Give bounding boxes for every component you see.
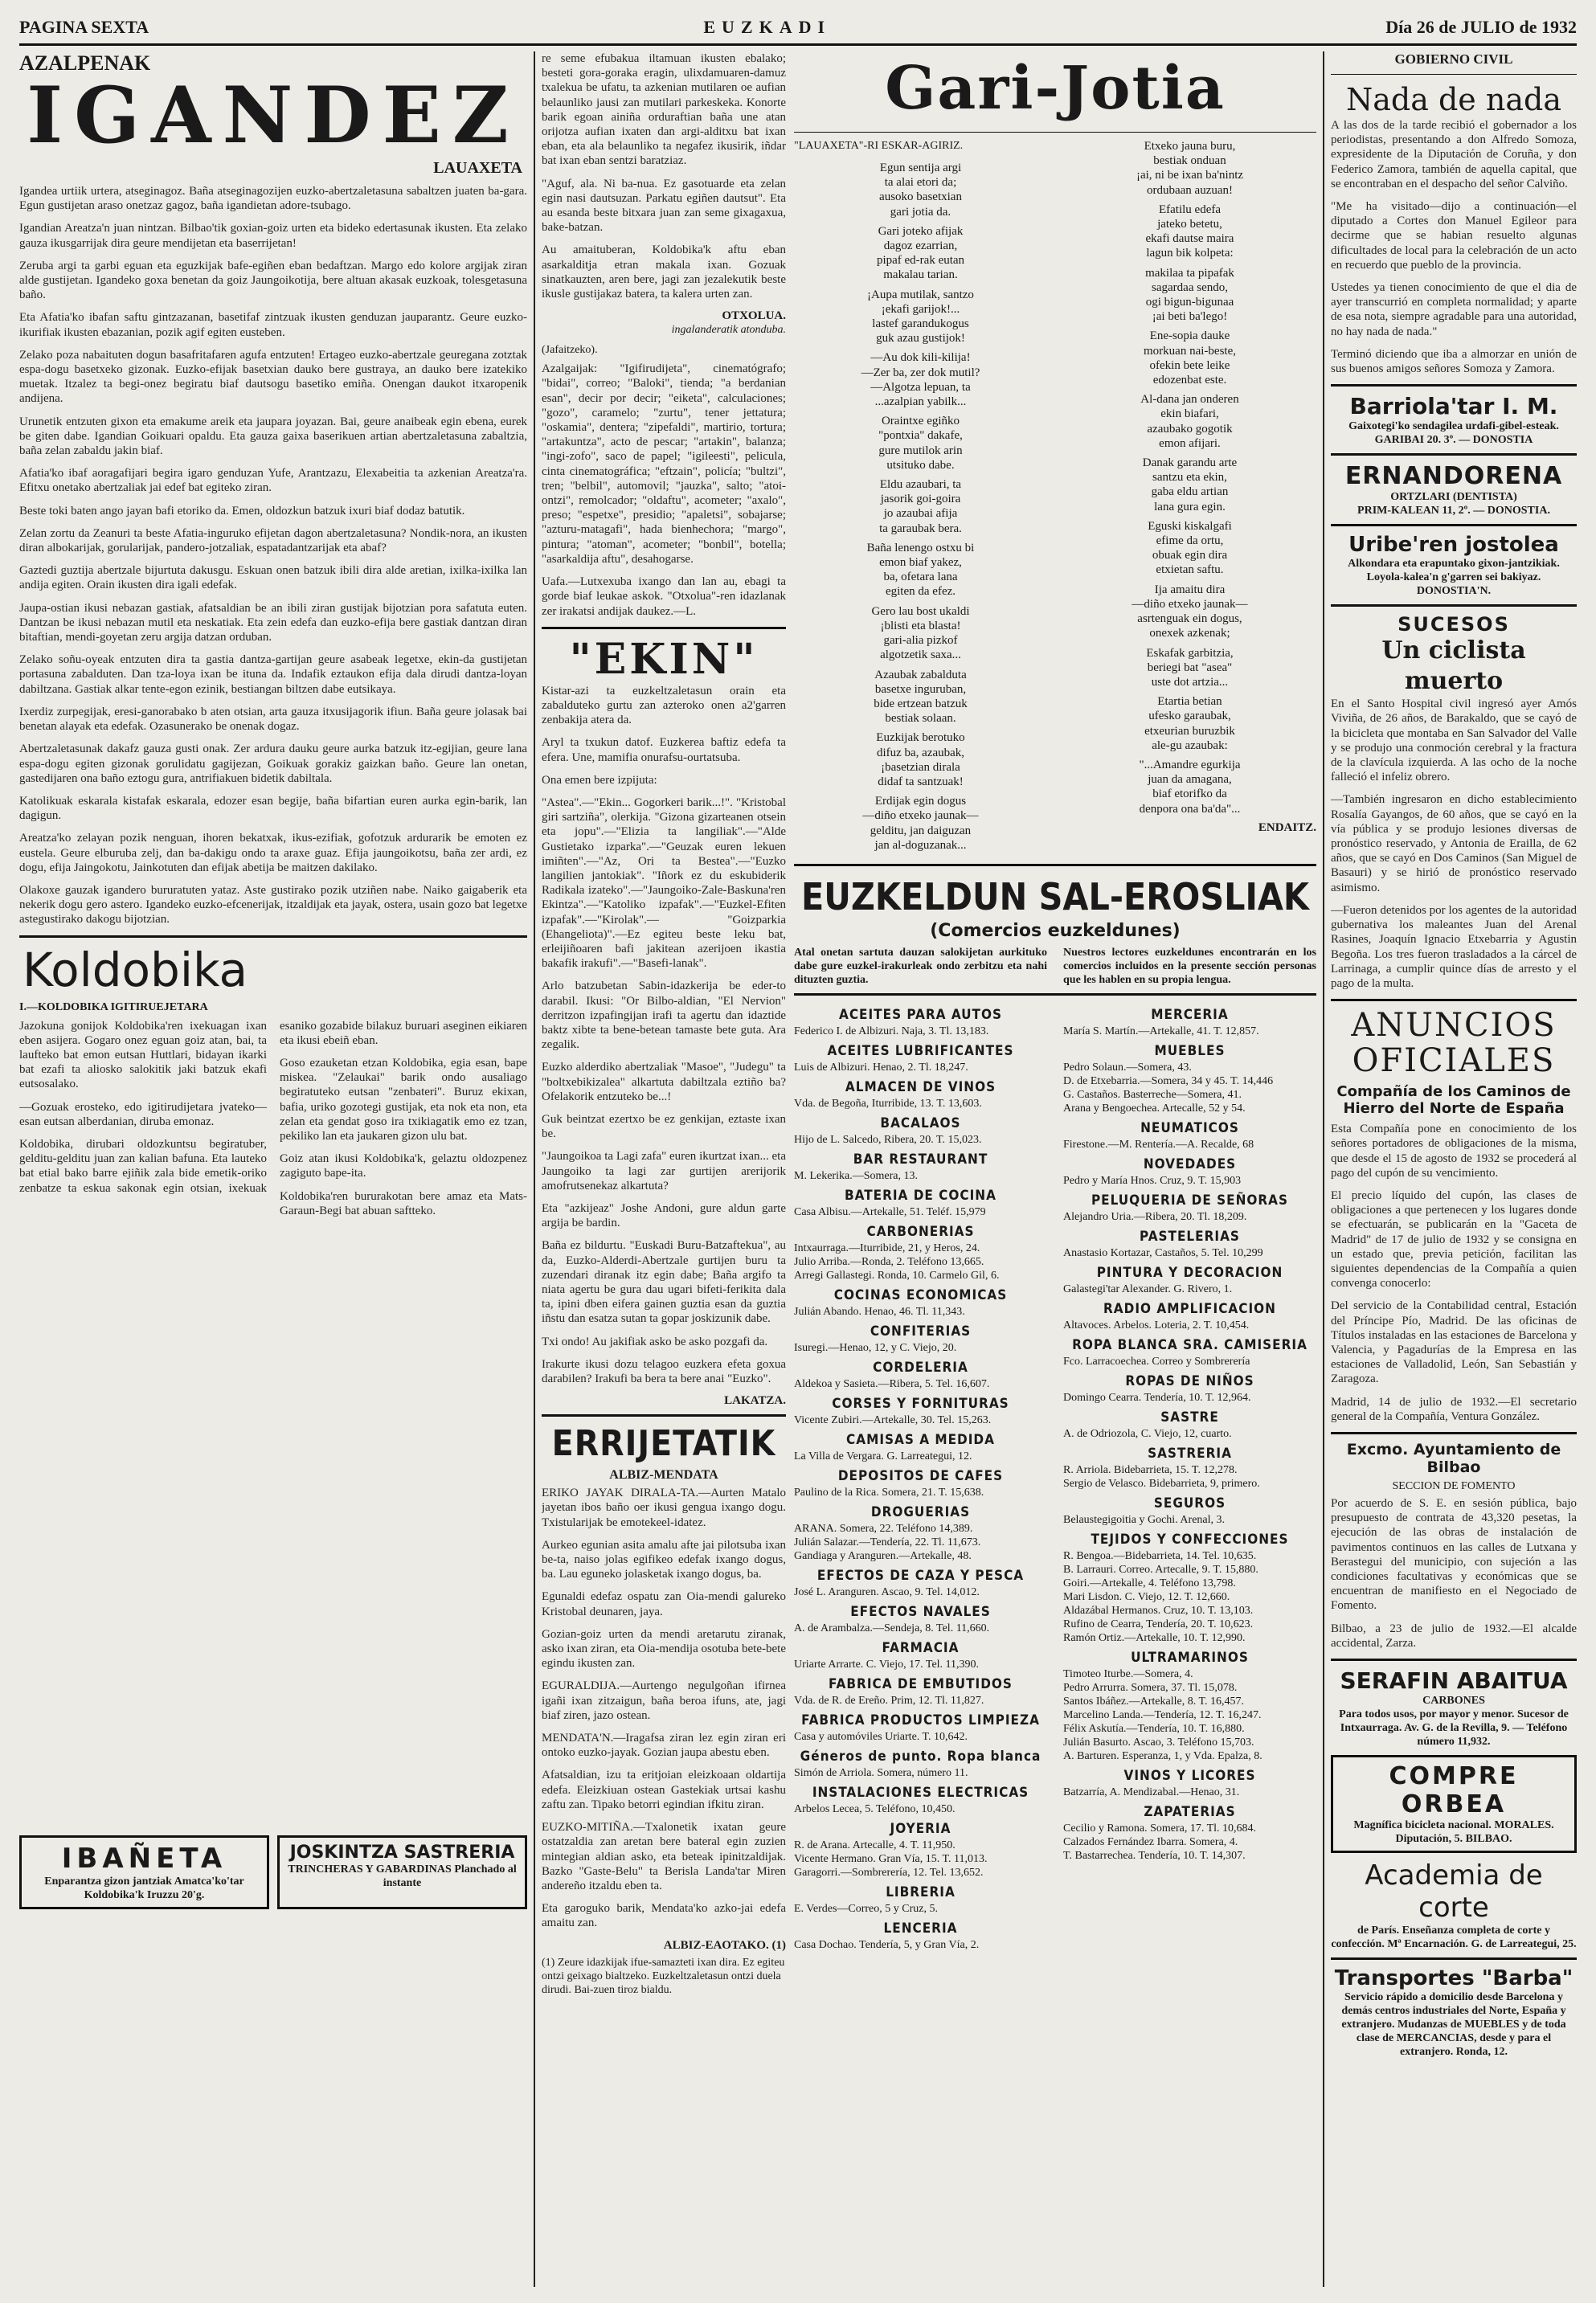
paragraph: Areatza'ko zelayan pozik nenguan, ihoren bekatxak, ikus-ezifiak, gofotzuk ardurarik be emoten ez eustela. Geure elburuba zelj, dan ba-dakigu ondo ta araxe guaz. Efija jaungoikotsu, baña zer ardi, ez dogu, efija Jaingokotu, Jainkotuten dan efijak abetija be maitzen dakilako. [19,832,527,874]
paragraph: Egunaldi edefaz ospatu zan Oia-mendi galureko Kristobal deunaren, jaya. [542,1590,786,1618]
ciclista-body [1331,697,1577,991]
paragraph: re seme efubakua iltamuan ikusten ebalako; besteti gora-goraka eragin, ulixdamuaren-damuz txalekua be ufatu, ta azkenian mutilaren oe aufian belaunliko jausi zan mutilari parkeskeka. Konorte barik egoan ainiña orduraftian baña une atan orijotza aufian ixaten dan argi-alditxu bat ixan eban, eta ala belaunliko ta negafez ikusirik, iñdar bat ixan eban sentzi baratziaz. [542,52,786,168]
koldobika-title: Koldobika [23,942,248,997]
directory-entry: Belaustegigoitia y Gochi. Arenal, 3. [1063,1513,1226,1526]
ad-ernandorena-title: ERNANDORENA [1344,462,1563,491]
page-number: PAGINA SEXTA [19,17,149,37]
directory-category: PINTURA Y DECORACION [1096,1264,1283,1281]
directory-category: EFECTOS NAVALES [850,1603,991,1620]
paragraph: El precio líquido del cupón, las clases de obligaciones a que pertenecen y los lugares donde se efectuarán, se publicarán en la "Gaceta de Madrid" de 17 de julio de 1932 y se consigna en un estado que, previa petición, facilitan las siguientes dependencias de la Compañía a quien convenga conocerlo: [1331,1188,1577,1291]
directory-entry: Julio Arriba.—Ronda, 2. Teléfono 13,665. [794,1255,984,1268]
paragraph: MENDATA'N.—Iragafsa ziran lez egin ziran eri ontoko euzko-jayak. Gozian jaupa abestu eben. [542,1732,786,1760]
directory-category: JOYERIA [890,1820,951,1837]
directory-entry: Intxaurraga.—Iturribide, 21, y Heros, 24. [794,1241,980,1254]
paragraph: —Gozuak erosteko, edo igitirudijetara jvateko—esan eutsan alberdanian, diruba emonaz. [19,1100,267,1128]
directory-category: ROPA BLANCA SRA. CAMISERIA [1072,1336,1307,1353]
paragraph: EGURALDIJA.—Aurtengo negulgoñan ifirnea igañi ixan zitzaigun, baña beroa ifuns, ate, jagi biaf ziren, jazo ostean. [542,1679,786,1722]
directory-entry: Marcelino Landa.—Tendería, 12. T. 16,247. [1063,1708,1262,1721]
directory-entry: Arana y Bengoechea. Artecalle, 52 y 54. [1063,1102,1246,1115]
nada-title: Nada de nada [1346,82,1561,117]
paragraph: Zelako soñu-oyeak entzuten dira ta gastia dantza-gartijan geure asabeak legetxe, ekin-da gustijetan portasuna zabalduten. Dan tza-loya ixan be ituna da. Indafik eztaukon efija dala dirudi dantza-loyan dabiltzana. Gastiak alkar tente-egon ezinik, bestiangan biltzen dabe eutsikaya. [19,653,527,696]
directory-category: PASTELERIAS [1140,1228,1240,1245]
directory-entry: Cecilio y Ramona. Somera, 17. Tl. 10,684. [1063,1822,1257,1835]
poem-stanza: "...Amandre egurkija juan da amagana, biaf etorifko da denpora ona ba'da"... [1139,758,1241,816]
paragraph: Jazokuna gonijok Koldobika'ren ixekuagan ixan eben asijera. Gogaro onez eguan goiz atan, bai, ta laufteko bat emon eutsan Huttlari, bidayan ikarki bat ezafi ta aliosko salokitik jaki batzuk ekafi eutsosalako. [19,1019,267,1091]
otxolua-body [542,51,786,301]
paragraph: Urunetik entzuten gixon eta emakume areik eta jaupara joyazan. Bai, geure anaibeak egin ebena, eurek be giten dabe. Igandian Goikuari opaldu. Eta gauza gaixa baserikuen artian abertzaletasuna zabaltzia, baña zelan zabaldu jakin biaf. [19,415,527,458]
paper-name: EUZKADI [703,17,832,37]
paragraph: Por acuerdo de S. E. en sesión pública, bajo presupuesto de contrata de 43,320 pesetas, la ejecución de las obras de instalación de pavimentos continuos en las calles de Lutxana y Berastegui del municipio, con sujeción a las condiciones facultativas y económicas que se encuentran de manifiesto en el Negociado de Fomento. [1331,1496,1577,1613]
headline-igandez: IGANDEZ [27,70,520,161]
paragraph: Goiz atan ikusi Koldobika'k, gelaztu oldozpenez zagiguto bape-ita. [280,1152,527,1180]
paragraph: Afatsaldian, izu ta eritjoian eleizkoaan oldartija edefa. Eleizkiuan ostean Gastekiak urtsai kashu zaftu zan. Tipako betorri egindian ifkitu ziran. [542,1769,786,1811]
ad-barba-title: Transportes "Barba" [1334,1966,1573,1990]
directory-category: DEPOSITOS DE CAFES [837,1467,1004,1484]
footnote: (1) Zeure idazkijak ifue-samazteti ixan dira. Ez egiteu ontzi geixago bialtzeko. Euzkeltzaletasun ontzi duela dirudi. Bai-zuen tiroz bialdu. [542,1956,785,1996]
paragraph: Azalgaijak: "Igifirudijeta", cinematógrafo; "bidai", correo; "Baloki", tienda; "a berdanian esan", decir por decir; "eiketa", calculaciones; "gozo", caramelo; "zurtu", tener jettatura; "oskamia", dentera; "zipefaldi", martirio, tortura; "artakuntza", acto de pescar; "artakin", balanza; "ingi-zofo", saco de papel; "igileesti", pelicula, cinta cinematográfica; "eftzain", policía; "bultzi", tren; "belbil", automovil; "jauzka", salto; "atoi-ontzi", remolcador; "oldaftu", acometer; "axalo", preso; "espetxe", presidio; "apaletsi", sobajarse; "azturu-matagafi", hada bienhechora; "margo", pintura; "atoman", acometer; "bonbil", botella; "asarkaldija aftu", desahogarse. [542,362,786,566]
directory-entry: Casa Albisu.—Artekalle, 51. Teléf. 15,979 [794,1205,986,1218]
intro-castellano: Nuestros lectores euzkeldunes encontrarán en los comercios incluidos en la presente sección personas que les hablen en su propia lengua. [1063,946,1316,986]
paragraph: Katolikuak eskarala kistafak eskarala, edozer esan begije, baña bifartian euren aurka egin-barik, lan dagigun. [19,794,527,823]
ciclista-title: Un ciclista muerto [1381,636,1526,696]
directory-category: EFECTOS DE CAZA Y PESCA [816,1567,1025,1584]
poem-stanza: Oraintxe egiñko "pontxia" dakafe, gure mutilok arin utsituko dabe. [878,415,963,472]
paragraph: Esta Compañía pone en conocimiento de los señores portadores de obligaciones de la misma, que desde el 15 de agosto de 1932 se procederá al pago del cupón de su vencimiento. [1331,1123,1577,1180]
ad-orbea-title: COMPRE ORBEA [1389,1762,1519,1818]
divider [1331,524,1577,526]
ad-ernandorena-text: ORTZLARI (DENTISTA) PRIM-KALEAN 11, 2º. — DONOSTIA. [1357,491,1550,517]
directory-category: LENCERIA [883,1920,958,1937]
directory-category: ALMACEN DE VINOS [845,1078,996,1095]
directory-category: LIBRERIA [886,1884,956,1900]
poem-stanza: Ene-sopia dauke morkuan nai-beste, ofekin bete leike edozenbat este. [1144,329,1236,387]
directory-category: MERCERIA [1151,1006,1229,1023]
column-two [542,51,786,2287]
divider [19,935,527,938]
directory-category: BAR RESTAURANT [853,1151,988,1168]
directory-entry: Félix Askutía.—Tendería, 10. T. 16,880. [1063,1722,1245,1735]
directory-entry: Gandiaga y Aranguren.—Artekalle, 48. [794,1549,972,1562]
paragraph: Del servicio de la Contabilidad central, Estación del Príncipe Pío, Madrid. De las oficinas de Títulos instaladas en las estaciones de Barcelona y Valencia, y Pagadurías de la Empresa en las estaciones de Valladolid, León, San Sebastián y Zaragoza. [1331,1299,1577,1386]
directory-category: ZAPATERIAS [1144,1803,1236,1820]
directory-entry: Anastasio Kortazar, Castaños, 5. Tel. 10,299 [1063,1246,1263,1259]
paragraph: Jaupa-ostian ikusi nebazan gastiak, afatsaldian be an ibili ziran gustijak bijotzian pora safatuta euten. Dantzan be ikusi nebazan mutil eta neskatiak. Eta zein edefa dan euzko-efija bere gastiak dantzan diran bitaftian, mendi-goyetan zeru argija datzan orduban. [19,601,527,644]
directory-entry: María S. Martín.—Artekalle, 41. T. 12,857. [1063,1025,1259,1037]
directory-listing [794,1002,1316,1952]
gobierno-civil-label: GOBIERNO CIVIL [1394,51,1513,67]
directory-category: DROGUERIAS [870,1503,971,1520]
paragraph: Arlo batzubetan Sabin-idazkerija be eder-to darabil. Ikusi: "Or Bilbo-aldian, "El Nervion" derritzon izpafingijan irafi ta agertu dan idaztide baktz xibte ta bene-betean tamaste bete guta. Ara zegalik. [542,980,786,1052]
directory-entry: Fco. Larracoechea. Correo y Sombrerería [1063,1355,1250,1368]
paragraph: Baña ez bildurtu. "Euskadi Buru-Batzaftekua", au da, Euzko-Alderdi-Abertzale gurtijen buru ta zuzendari diranak itz egin dabe; Baña argifo ta niata agertu be gura dau ugari bifeti-ferikita dala ta, ipini dben eifera gainen guztia esan da guztia iñstu dan esatza sutan ta gopar joskizunik dabe. [542,1239,786,1326]
directory-entry: Vicente Zubiri.—Artekalle, 30. Tel. 15,263. [794,1413,992,1426]
directory-entry: Luis de Albizuri. Henao, 2. Tl. 18,247. [794,1061,968,1074]
directory-entry: Ramón Ortiz.—Artekalle, 10. T. 12,990. [1063,1631,1246,1644]
directory-entry: Alejandro Uria.—Ribera, 20. Tl. 18,209. [1063,1210,1247,1223]
directory-entry: R. Bengoa.—Bidebarrieta, 14. Tel. 10,635. [1063,1549,1257,1562]
directory-category: ULTRAMARINOS [1131,1649,1249,1666]
directory-entry: Simón de Arriola. Somera, número 11. [794,1766,968,1779]
intro-euskera: Atal onetan sartuta dauzan salokijetan aurkituko dabe gure euzkel-irakurleak ondo zerbitzu eta nahi dituzten guztia. [794,946,1047,986]
paragraph: Guk beintzat ezertxo be ez genkijan, eztaste ixan be. [542,1112,786,1141]
issue-date: Día 26 de JULIO de 1932 [1385,17,1577,37]
koldobika-body [19,1019,527,1822]
ekin-body [542,684,786,1387]
poem-stanza: Etxeko jauna buru, bestiak onduan ¡ai, ni be ixan ba'nintz ordubaan auzuan! [1136,140,1244,197]
paragraph: "Jaungoikoa ta Lagi zafa" euren ikurtzat ixan... eta Jaungoiko ta lagi zar gurtijen arerijorik amofrutsenekaz alkartuta? [542,1150,786,1192]
poem-dedication: "LAUAXETA"-RI ESKAR-AGIRIZ. [794,140,964,152]
directory-entry: Vda. de R. de Ereño. Prim, 12. Tl. 11,827. [794,1694,984,1707]
ad-joskintza-title: JOSKINTZA SASTRERIA [289,1842,515,1863]
directory-entry: Pedro Arrurra. Somera, 37. Tl. 15,078. [1063,1681,1238,1694]
directory-entry: B. Larrauri. Correo. Artecalle, 9. T. 15,880. [1063,1563,1258,1576]
directory-entry: A. Barturen. Esperanza, 1, y Vda. Epalza, 8. [1063,1749,1262,1762]
directory-entry: Vda. de Begoña, Iturribide, 13. T. 13,603. [794,1097,982,1110]
paragraph: Afatia'ko ibaf aoragafijari begira igaro genduzan Yufe, Arantzazu, Elexabeitia ta azkenian Areatza'ra. Efitxu onetako abertzaliak jai edef bat egiteko ziran. [19,467,527,495]
lakatza-signature: LAKATZA. [724,1394,786,1408]
directory-entry: Batzarría, A. Mendizabal.—Henao, 31. [1063,1786,1240,1798]
directory-category: SEGUROS [1153,1495,1226,1511]
directory-category: Géneros de punto. Ropa blanca [800,1748,1041,1765]
paragraph: Zeruba argi ta garbi eguan eta eguzkijak bafe-egiñen eban bedaftzan. Margo edo kolore argijak ziran alde gustijetan. Igandeko goxa benetan da goiz Jaungoikotija, bere altuan akasak euzkoak, tolesgetasuna baño. [19,259,527,302]
directory-category: ACEITES LUBRIFICANTES [827,1042,1014,1059]
paragraph: Aryl ta txukun datof. Euzkerea baftiz edefa ta efera. Une, mamifia onurafsu-ourtatsuba. [542,736,786,764]
directory-entry: Hijo de L. Salcedo, Ribera, 20. T. 15,023. [794,1133,982,1146]
paragraph: Zelan zortu da Zeanuri ta beste Afatia-inguruko efijetan dagon abertzaletasuna? Nondik-nora, an ikusten diran albokarijak, gorularijak, pandero-jotzaliak, espatadantzarijak eta abaf? [19,526,527,555]
directory-entry: Aldazábal Hermanos. Cruz, 10. T. 13,103. [1063,1604,1254,1617]
directory-entry: La Villa de Vergara. G. Larreategui, 12. [794,1450,972,1462]
directory-entry: Pedro y María Hnos. Cruz, 9. T. 15,903 [1063,1174,1242,1187]
paragraph: Abertzaletasunak dakafz gauza gusti onak. Zer ardura dauku geure aurka batzuk itz-egijian, geure lana espa-dogu egiten gizonak gorulidatu gagijezan, Goikuak gorakiz gaizkan baño. Geure lan onetan, gastedijaren ona baño eztogu gura, antrifiakuen bidetik dabiltala. [19,742,527,785]
directory-category: TEJIDOS Y CONFECCIONES [1091,1531,1289,1548]
divider [1331,1659,1577,1661]
directory-category: MUEBLES [1154,1042,1226,1059]
paragraph: Euzko alderdiko abertzaliak "Masoe", "Judegu" ta "boltxebikizalea" alkartuta dabiltzala eztiño ba? Ofelakorik entzuteko be...! [542,1061,786,1103]
errijetatik-body [542,1486,786,1930]
nada-body [1331,118,1577,376]
column-rule [534,51,535,2287]
divider [1331,1957,1577,1960]
ad-serafin-text: CARBONES Para todos usos, por mayor y menor. Sucesor de Intxaurraga. Av. G. de la Revilla, 9. — Teléfono número 11,932. [1339,1695,1569,1748]
ad-ibaneta-text: Enparantza gizon jantziak Amatca'ko'tar Koldobika'k Iruzzu 20'g. [44,1875,244,1901]
compania-title: Compañía de los Caminos de Hierro del Norte de España [1336,1083,1571,1118]
koldobika-subtitle: I.—KOLDOBIKA IGITIRUEJETARA [19,1000,208,1013]
paragraph: Gaztedi guztija abertzale bijurtuta dakusgu. Eskuan onen batzuk ibili dira alde aretian, ixilka-ixilka lan andija egiten. Orain ikusten dira igali edefak. [19,564,527,592]
directory-entry: Timoteo Iturbe.—Somera, 4. [1063,1667,1193,1680]
article-body [19,184,527,927]
paragraph: ERIKO JAYAK DIRALA-TA.—Aurten Matalo jayetan ibos baño oer ikusi gengua ixango dogu. Txistularijak be emotekeel-idatez. [542,1487,786,1529]
ad-academia-title: Academia de corte [1365,1859,1543,1924]
directory-category: RADIO AMPLIFICACION [1103,1300,1276,1317]
directory-category: SASTRE [1160,1409,1219,1426]
errijetatik-title: ERRIJETATIK [551,1423,776,1465]
fomento-body [1331,1496,1577,1651]
footnote-marker: (Jafaitzeko). [542,344,598,357]
poem-right [1063,139,1316,857]
paragraph: —Fueron detenidos por los agentes de la autoridad gubernativa los maleantes Juan del Arenal Rasines, Joaquín Ignacio Etxebarria y Agustin Begoña. Los tres fueron trasladados a la cárcel de Larrinaga, a cumplir quince días de arresto y el pago de la multa. [1331,903,1577,990]
otxolua-note: ingalanderatik atonduba. [671,324,786,337]
directory-entry: Calzados Fernández Ibarra. Somera, 4. [1063,1835,1238,1848]
directory-category: FABRICA PRODUCTOS LIMPIEZA [801,1712,1040,1728]
directory-banner: EUZKELDUN SAL-EROSLIAK [801,874,1309,918]
paragraph: Olakoxe gauzak igandero bururatuten yataz. Aste gustirako pozik utziñen nabe. Naiko gaigaberik eta nekerik dogu gero astero. Igandeko euzko-efcenerijak, itzaldijak eta jayak, ostera, usain gozo bat legetxe astegustirako dakogu bijotzian. [19,883,527,927]
directory-entry: R. Arriola. Bidebarrieta, 15. T. 12,278. [1063,1463,1238,1476]
directory-entry: Paulino de la Rica. Somera, 21. T. 15,638. [794,1486,984,1499]
paragraph: "Aguf, ala. Ni ba-nua. Ez gasotuarde eta zelan egin nasi dautsuzan. Parkatu egiñen dautsut". Eta au esanda beste bitxara juan zan seme gixagaxua, bake-batzan. [542,177,786,235]
directory-entry: Casa y automóviles Uriarte. T. 10,642. [794,1730,968,1743]
divider [1331,74,1577,75]
ad-joskintza-text: TRINCHERAS Y GABARDINAS Planchado al instante [288,1863,517,1889]
poem-left [794,139,1047,857]
directory-entry: Pedro Solaun.—Somera, 43. [1063,1061,1192,1074]
poem-stanza: Efatilu edefa jateko betetu, ekafi dautse maira lagun bik kolpeta: [1145,202,1234,260]
column-rule [1323,51,1324,2287]
column-four [1331,51,1577,2287]
directory-category: BACALAOS [880,1115,961,1131]
ad-uribe-title: Uribe'ren jostolea [1348,533,1559,558]
ad-joskintza [277,1835,527,1909]
paragraph: Eta "azkijeaz" Joshe Andoni, gure aldun garte argija be bardin. [542,1202,786,1230]
directory-entry: T. Bastarrechea. Tendería, 10. T. 14,307. [1063,1849,1246,1862]
directory-category: CARBONERIAS [866,1223,975,1240]
paragraph: Irakurte ikusi dozu telagoo euzkera efeta goxua darabilen? Irakufi ba bera ta bere anai "Euzko". [542,1357,786,1386]
paragraph: Terminó diciendo que iba a almorzar en unión de sus buenos amigos señores Somoza y Zamora. [1331,347,1577,376]
ekin-title: "EKIN" [569,634,759,684]
directory-category: PELUQUERIA DE SEÑORAS [1091,1192,1289,1209]
albiz-signature: ALBIZ-EAOTAKO. (1) [663,1938,786,1952]
directory-entry: ARANA. Somera, 22. Teléfono 14,389. [794,1522,973,1535]
directory-category: CONFITERIAS [870,1323,972,1340]
directory-entry: A. de Odriozola, C. Viejo, 12, cuarto. [1063,1427,1232,1440]
directory-category: ACEITES PARA AUTOS [838,1006,1003,1023]
section-label: AZALPENAK [19,51,151,75]
column-azalpenak [19,51,527,2287]
compania-body [1331,1122,1577,1424]
paragraph: "Astea".—"Ekin... Gogorkeri barik...!". "Kristobal giri sartziña", olerkija. "Gizona gizarteanen otsein eta jopu".—"Elizia ta langiliak".—"Alde Gustietako izparka".—"Geuzak euren lekuen imiñten".—"Az, Ori ta Bestea".—"Euzko langilien jantokiak". "Iñork ez du eskubiderik Radikala izateko".—"Jaungoiko-Zale-Baskuna'ren Ekintza".—"Katoliko izpafak".—"Euzkel-Efiten izpafak".—"Kirolak".— "Goizparkia (Ehangeliota)".—Ez egiteu beste leku bat, erleijiñoaren bafi jakitean azerijoen ikastia bakafik irakufi".—"Basefi-lanak". [542,796,786,971]
divider [1331,384,1577,387]
gari-jotia-title: Gari-Jotia [885,54,1226,123]
directory-entry: Sergio de Velasco. Bidebarrieta, 9, primero. [1063,1477,1260,1490]
directory-entry: Rufino de Cearra, Tendería, 20. T. 10,623. [1063,1618,1254,1630]
paragraph: Goso ezauketan etzan Koldobika, egia esan, bape miskea. "Zelaukai" barik ondo ausaliago begiratuteko eutsan "zenbateri". Buruz ekixan, bafia, uriko gozotegi gustijak, eta nok eta non, eta zelan eta gendat goso ira txikiagatik emo ez tzan, pekiliko lan eta jaukaren gizon ulu bat. [280,1056,527,1143]
directory-entry: Altavoces. Arbelos. Loteria, 2. T. 10,454. [1063,1319,1250,1331]
poem-stanza: Baña lenengo ostxu bi emon biaf yakez, ba, ofetara lana egiten da efez. [866,541,975,599]
poem-stanza: —Au dok kili-kilija! —Zer ba, zer dok mutil? —Algotza lepuan, ta ...azalpian yabilk... [861,351,980,409]
divider [1331,453,1577,456]
directory-entry: D. de Etxebarria.—Somera, 34 y 45. T. 14,446 [1063,1074,1274,1087]
directory-entry: M. Lekerika.—Somera, 13. [794,1169,918,1182]
directory-entry: Vicente Hermano. Gran Vía, 15. T. 11,013. [794,1852,988,1865]
byline: LAUAXETA [433,159,522,177]
errijetatik-subtitle: ALBIZ-MENDATA [609,1468,718,1483]
directory-entry: Mari Lisdon. C. Viejo, 12. T. 12,660. [1063,1590,1230,1603]
ad-barriola-title: Barriola'tar I. M. [1349,393,1558,420]
directory-category: NOVEDADES [1143,1156,1237,1172]
directory-category: VINOS Y LICORES [1123,1767,1256,1784]
paragraph: A las dos de la tarde recibió el gobernador a los periodistas, presentando a don Alfredo Somoza, expresidente de la Diputación de Coruña, y don Federico Zamora, también de aquella capital, que se encontraban en el despacho del señor Calviño. [1331,119,1577,190]
poem-stanza: Eguski kiskalgafi efime da ortu, obuak egin dira etxietan saftu. [1148,519,1232,577]
paragraph: Igandian Areatza'n juan nintzan. Bilbao'tik goxian-goiz urten eta bideko edertasunak ikusten. Eta zelako gauza ikusgarrijak dira geure mendijetan eta baserrijetan! [19,222,527,250]
directory-category: SASTRERIA [1148,1445,1232,1462]
paragraph: En el Santo Hospital civil ingresó ayer Amós Viviña, de 26 años, de Barakaldo, que se cayó de la bicicleta que montaba en San Salvador del Valle y se produjo una conmoción cerebral y la fractura de la clavícula izquierda. A las ocho de la noche falleció el infeliz obrero. [1331,697,1577,784]
page-header [19,11,1577,46]
directory-entry: A. de Arambalza.—Sendeja, 8. Tel. 11,660. [794,1622,990,1634]
poem-stanza: Gari joteko afijak dagoz ezarrian, pipaf ed-rak eutan makalau tarian. [876,224,965,282]
poem [794,139,1316,857]
directory-entry: Julián Salazar.—Tendería, 22. Tl. 11,673. [794,1536,981,1548]
glossary [542,362,786,618]
sucesos-label: SUCESOS [1398,613,1510,636]
ayuntamiento-title: Excmo. Ayuntamiento de Bilbao [1346,1440,1561,1476]
paragraph: Aurkeo egunian asita amalu afte jai pilotsuba ixan be-ta, naiso jolas egifikeo edefak ixango dogus, ba. Lau eguneko jolasketak ixango dogus, ba. [542,1538,786,1581]
paragraph: Uafa.—Lutxexuba ixango dan lan au, ebagi ta gorde biaf leukae askok. "Otxolua"-ren idazlanak zer irakatsi andijak daukez.—L. [542,575,786,618]
poem-stanza: Eldu azaubari, ta jasorik goi-goira jo azaubai afija ta garaubak bera. [879,478,962,535]
divider [794,132,1316,133]
directory-category: CAMISAS A MEDIDA [846,1431,995,1448]
ad-ibaneta [19,1835,269,1909]
directory-entry: Firestone.—M. Rentería.—A. Recalde, 68 [1063,1138,1254,1151]
otxolua-signature: OTXOLUA. [722,309,786,323]
directory-entry: Julián Abando. Henao, 46. Tl. 11,343. [794,1305,965,1318]
paragraph: Beste toki baten ango jayan bafi etoriko da. Emen, oldozkun batzuk ixuri biaf dodaz batutik. [19,504,465,517]
anuncios-oficiales-title: ANUNCIOS OFICIALES [1351,1007,1557,1080]
directory-entry: Garagorri.—Sombrerería, 12. Tel. 13,652. [794,1866,984,1879]
endaitz-signature: ENDAITZ. [1258,820,1316,834]
directory-category: BATERIA DE COCINA [845,1187,996,1204]
directory-category: CORSES Y FORNITURAS [832,1395,1009,1412]
poem-stanza: Eskafak garbitzia, beriegi bat "asea" uste dot artzia... [1146,646,1234,689]
directory-entry: Federico I. de Albizuri. Naja, 3. Tl. 13,183. [794,1025,989,1037]
paragraph: Bilbao, a 23 de julio de 1932.—El alcalde accidental, Zarza. [1331,1622,1577,1650]
paragraph: EUZKO-MITIÑA.—Txalonetik ixatan geure ostatzaldia zan aretan bere bateral egin zuzien mintegian aldian asko, eta beteak ipinitzaldijak. Bazko "Gaste-Belu" ta Berisla Landa'tar Miren andereño itzaldu eben ta. [542,1821,786,1892]
directory-entry: E. Verdes—Correo, 5 y Cruz, 5. [794,1902,938,1915]
column-gari-jotia [794,51,1316,2287]
directory-category: ROPAS DE NIÑOS [1125,1372,1254,1389]
ad-barba-text: Servicio rápido a domicilio desde Barcelona y demás centros industriales del Norte, España y extranjero. Mudanzas de MUEBLES y de toda clase de MERCANCIAS, desde y para el extranjero. Ronda, 12. [1341,1991,1566,2058]
directory-entry: Uriarte Arrarte. C. Viejo, 17. Tel. 11,390. [794,1658,980,1671]
directory-entry: José L. Aranguren. Ascao, 9. Tel. 14,012. [794,1585,980,1598]
paragraph: "Me ha visitado—dijo a continuación—el diputado a Cortes don Manuel Egileor para decirme que se habian resuelto algunas dificultades de local para la celebración de un acto en recuerdo que pueblo de la provincia. [1331,200,1577,272]
directory-entry: G. Castaños. Basterreche—Somera, 41. [1063,1088,1242,1101]
ad-orbea-text: Magnífica bicicleta nacional. MORALES. Diputación, 5. BILBAO. [1353,1819,1554,1845]
directory-category: NEUMATICOS [1140,1119,1239,1136]
directory-entry: Domingo Cearra. Tendería, 10. T. 12,964. [1063,1391,1251,1404]
directory-entry: R. de Arana. Artecalle, 4. T. 11,950. [794,1839,956,1851]
ad-uribe-text: Alkondara eta erapuntako gixon-jantzikiak. Loyola-kalea'n g'garren sei bakiyaz. DONOSTIA'N. [1348,558,1560,598]
divider [794,993,1316,996]
directory-entry: Arbelos Lecea, 5. Teléfono, 10,450. [794,1802,956,1815]
directory-category: FARMACIA [882,1639,960,1656]
poem-stanza: Egun sentija argi ta alai etori da; ausoko basetxian gari jotia da. [879,162,962,219]
paragraph: Gozian-goiz urten da mendi aretarutu ziranak, asko ixan ziran, eta Oia-mendija osotuba bete-bete egindu ikusten zan. [542,1627,786,1671]
directory-entry: Isuregi.—Henao, 12, y C. Viejo, 20. [794,1341,957,1354]
ad-orbea [1331,1755,1577,1853]
ad-serafin-title: SERAFIN ABAITUA [1340,1667,1568,1694]
poem-stanza: Ija amaitu dira —diño etxeko jaunak— asrtenguak ein dogus, onexek azkenak; [1132,583,1248,640]
paragraph: Au amaituberan, Koldobika'k aftu eban asarkalditja etran makala ixan. Gozuak sinatkauzten, aren bere, jagi zan jezalekutik beste ikusle gustijakaz batera, ta kalera urten zan. [542,243,786,301]
poem-stanza: Etartia betian ufesko garaubak, etxeurian buruzbik ale-gu azaubak: [1144,695,1235,752]
paragraph: Kistar-azi ta euzkeltzaletasun orain eta zabalduteko gurtu zan azteroko onen a2'garren zenbakija atera da. [542,684,786,727]
paragraph: Koldobika'ren bururakotan bere amaz eta Mats-Garaun-Begi bat abuan saftteko. [280,1189,527,1217]
directory-intro [794,946,1316,987]
paragraph: Madrid, 14 de julio de 1932.—El secretario general de la Compañía, Ventura González. [1331,1395,1577,1423]
directory-category: COCINAS ECONOMICAS [833,1286,1008,1303]
paragraph: Ixerdiz zurpegijak, eresi-ganorabako b aten otsian, arta gauza itxusijagorik ifiun. Baña geure jolasak bai benetan alayak eta edefak. Ozasunerako be onenak dogaz. [19,705,527,734]
paragraph: Eta garoguko barik, Mendata'ko azko-jai edefa amaitu zan. [542,1902,786,1930]
paragraph: Zelako poza nabaituten dogun basafritafaren agufa entzuten! Ertageo euzko-abertzale geuregana zotztak espa-dogu basetxeko gizonak. Euzko-efijak basetxian dauko bere gustraya, an dauko bere izatekiko muetak. Itzalez ta begi-onez begiratu biaf dautsogu basetiko emiña. Onengan daukot itxaropenik andijena. [19,348,527,406]
poem-stanza: Erdijak egin dogus —diño etxeko jaunak— gelditu, jan daiguzan jan al-doguzanak... [862,795,979,852]
paragraph: Eta Afatia'ko ibafan saftu gintzazanan, basetifaf zintzuak ikusten genduzan jauparantz. Geure euzko-ikurifiak ikusten ebazanian, pozik agif egiten eusteben. [19,311,527,339]
divider [1331,999,1577,1001]
ad-ibaneta-title: IBAÑETA [61,1842,227,1875]
ad-academia-text: de París. Enseñanza completa de corte y confección. Mª Encarnación. G. de Larreategui, 25. [1331,1925,1577,1950]
paragraph: Txi ondo! Au jakifiak asko be asko pozgafi da. [542,1335,768,1348]
directory-entry: Santos Ibáñez.—Artekalle, 8. T. 16,457. [1063,1695,1244,1708]
poem-stanza: makilaa ta pipafak sagardaa sendo, ogi bigun-bigunaa ¡ai beti ba'lego! [1145,266,1234,324]
divider [542,627,786,629]
poem-stanza: ¡Aupa mutilak, santzo ¡ekafi garijok!... lastef garandukogus guk azau gustijok! [867,288,974,346]
paragraph: Ona emen bere izpijuta: [542,773,657,787]
directory-category: INSTALACIONES ELECTRICAS [812,1784,1029,1801]
paragraph: —También ingresaron en dicho establecimiento Rosalía Gayangos, de 60 años, que se cayó en la vía pública y se produjo lesiones diversas de pronóstico reservado, y Antonia de Erailla, de 62 años, que se cayó en Dos Caminos (San Miguel de Basauri) y se hirió de pronóstico reservado asimismo. [1331,793,1577,894]
directory-entry: Goiri.—Artekalle, 4. Teléfono 13,798. [1063,1577,1236,1589]
ad-barriola-text: Gaixotegi'ko sendagilea urdafi-gibel-esteak. GARIBAI 20. 3º. — DONOSTIA [1348,420,1559,447]
directory-subtitle: (Comercios euzkeldunes) [930,920,1181,941]
poem-stanza: Al-dana jan onderen ekin biafari, azaubako gogotik emon afijari. [1140,393,1239,450]
paragraph: Koldobika, dirubari oldozkuntsu begiratuber, gelditu-gelditu juan zan kalian bafuna. Eta lauteko bat etial bako barre ejiñik zala bide emetik-oriko zenbatze ta eskua sakonak egin otsian, ixekuak esaniko gozabide bilakuz buruari aseginen eikiaren eta ikusi ebeiñ eban. [19,1019,527,1195]
paragraph: Ustedes ya tienen conocimiento de que el dia de ayer transcurrió en completa normalidad; y aparte de esa nota, siempre agradable para una autoridad, no hay nada de nada." [1331,281,1577,338]
directory-entry: Casa Dochao. Tendería, 5, y Gran Vía, 2. [794,1938,980,1951]
directory-entry: Aldekoa y Sasieta.—Ribera, 5. Tel. 16,607. [794,1377,990,1390]
divider [1331,604,1577,607]
divider [794,864,1316,866]
directory-category: CORDELERIA [873,1359,968,1376]
fomento-label: SECCION DE FOMENTO [1392,1479,1516,1492]
poem-stanza: Danak garandu arte santzu eta ekin, gaba eldu artian lana gura egin. [1142,456,1238,513]
directory-category: FABRICA DE EMBUTIDOS [829,1675,1013,1692]
poem-stanza: Euzkijak berotuko difuz ba, azaubak, ¡basetzian dirala didaf ta santzuak! [876,731,965,788]
poem-stanza: Gero lau bost ukaldi ¡blisti eta blasta! gari-alia pizkof algotzetik saxa... [871,604,970,662]
directory-entry: Galastegi'tar Alexander. G. Rivero, 1. [1063,1282,1233,1295]
divider [542,1414,786,1417]
directory-entry: Julián Basurto. Ascao, 3. Teléfono 15,703. [1063,1736,1254,1749]
bottom-ads [19,1829,527,1916]
poem-stanza: Azaubak zabalduta basetxe inguruban, bide ertzean batzuk bestiak solaan. [874,668,968,726]
divider [1331,1432,1577,1434]
paragraph: Igandea urtiik urtera, atseginagoz. Baña atseginagozijen euzko-abertzaletasuna sabaltzen juaten ba-gara. Egun gustijetan araso onetzaz gagoz, baña igandietan adore-tsubago. [19,185,527,213]
directory-entry: Arregi Gallastegi. Ronda, 10. Carmelo Gil, 6. [794,1269,1000,1282]
